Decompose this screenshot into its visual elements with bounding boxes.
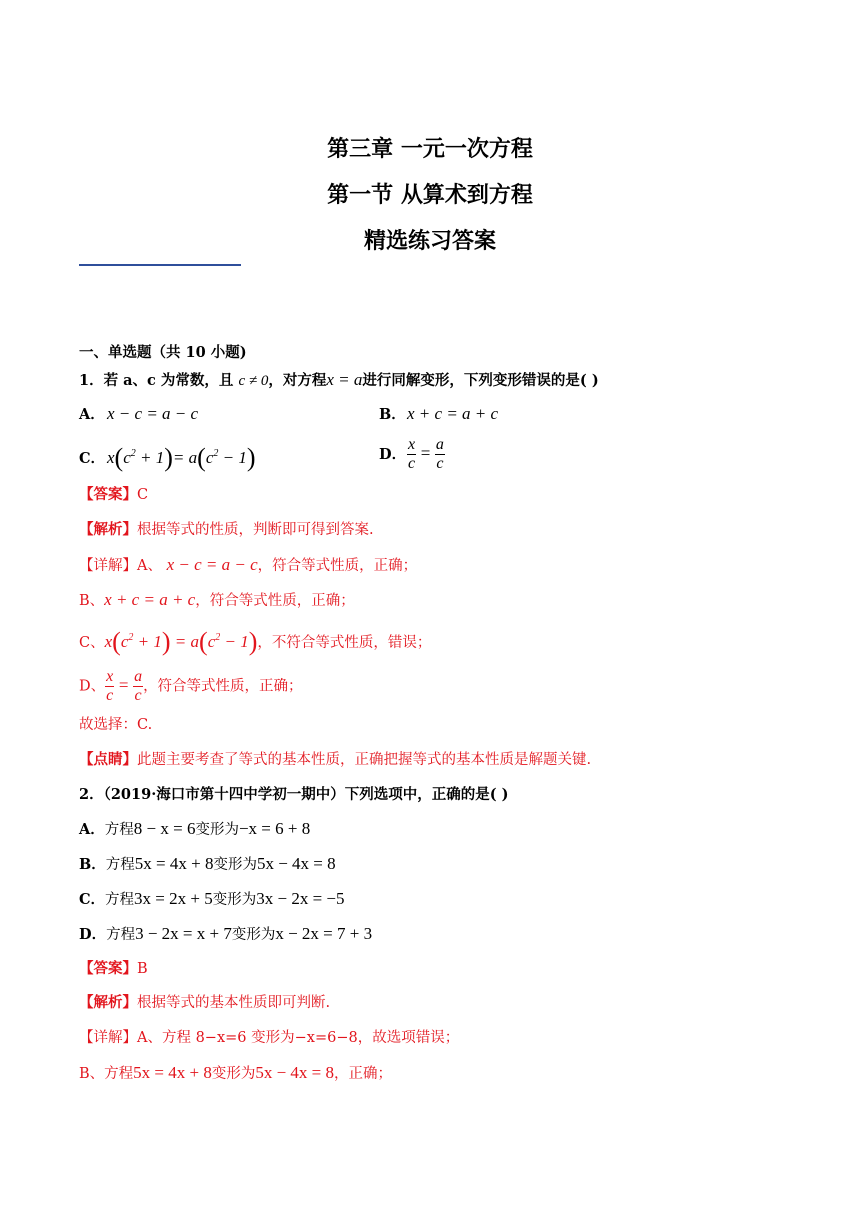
q1-option-b: B．x + c = a + c: [379, 404, 499, 423]
q2-option-b: B．方程5x = 4x + 8变形为5x − 4x = 8: [79, 854, 336, 873]
q1-option-a: A． x − c = a − c: [79, 404, 199, 423]
section-heading: 一、单选题（共 10 小题): [79, 344, 247, 361]
q1-detail-d: D、 $\frac{x}{c}$ = $\frac{a}{c}$ ，符合等式性质，正确；: [79, 668, 303, 704]
q1-detail-a: 【详解】A、 x − c = a − c，符合等式性质，正确；: [79, 555, 418, 574]
q2-option-d: D．方程3 − 2x = x + 7变形为x − 2x = 7 + 3: [79, 924, 373, 943]
q1-comment: 【点睛】此题主要考查了等式的基本性质，正确把握等式的基本性质是解题关键.: [79, 751, 592, 768]
subtitle: 精选练习答案: [363, 229, 496, 254]
q1-answer: 【答案】C: [79, 486, 149, 503]
q1-analysis: 【解析】根据等式的性质，判断即可得到答案.: [79, 521, 374, 538]
q1-option-d: D． $\frac{x}{c}$ = $\frac{a}{c}$: [379, 436, 444, 472]
q1-stem: 1．若 a、c 为常数，且 c ≠ 0，对方程x = a进行同解变形，下列变形错误的是( ): [79, 370, 599, 389]
q2-answer: 【答案】B: [79, 960, 148, 977]
q2-analysis: 【解析】根据等式的基本性质即可判断.: [79, 994, 331, 1011]
q2-option-a: A．方程8 − x = 6变形为−x = 6 + 8: [79, 819, 311, 838]
chapter-title: 第三章 一元一次方程: [327, 137, 533, 162]
q1-detail-c: C、$x(c^2 + 1) = a(c^2 - 1)$，不符合等式性质，错误；: [79, 627, 432, 656]
q2-detail-b: B、方程5x = 4x + 8变形为5x − 4x = 8，正确；: [79, 1063, 393, 1082]
q2-stem: 2．（2019·海口市第十四中学初一期中）下列选项中，正确的是( ): [79, 786, 509, 803]
q1-conclusion: 故选择：C.: [79, 717, 153, 733]
section-title: 第一节 从算术到方程: [327, 183, 533, 208]
q1-detail-b: B、x + c = a + c，符合等式性质，正确；: [79, 590, 355, 609]
title-underline: [79, 264, 241, 266]
q2-detail-a: 【详解】A、方程 8−x=6 变形为−x=6−8，故选项错误；: [79, 1030, 460, 1046]
q1-option-c: C． $x(c^2 + 1)= a(c^2 - 1)$: [79, 443, 256, 472]
q2-option-c: C．方程3x = 2x + 5变形为3x − 2x = −5: [79, 889, 345, 908]
